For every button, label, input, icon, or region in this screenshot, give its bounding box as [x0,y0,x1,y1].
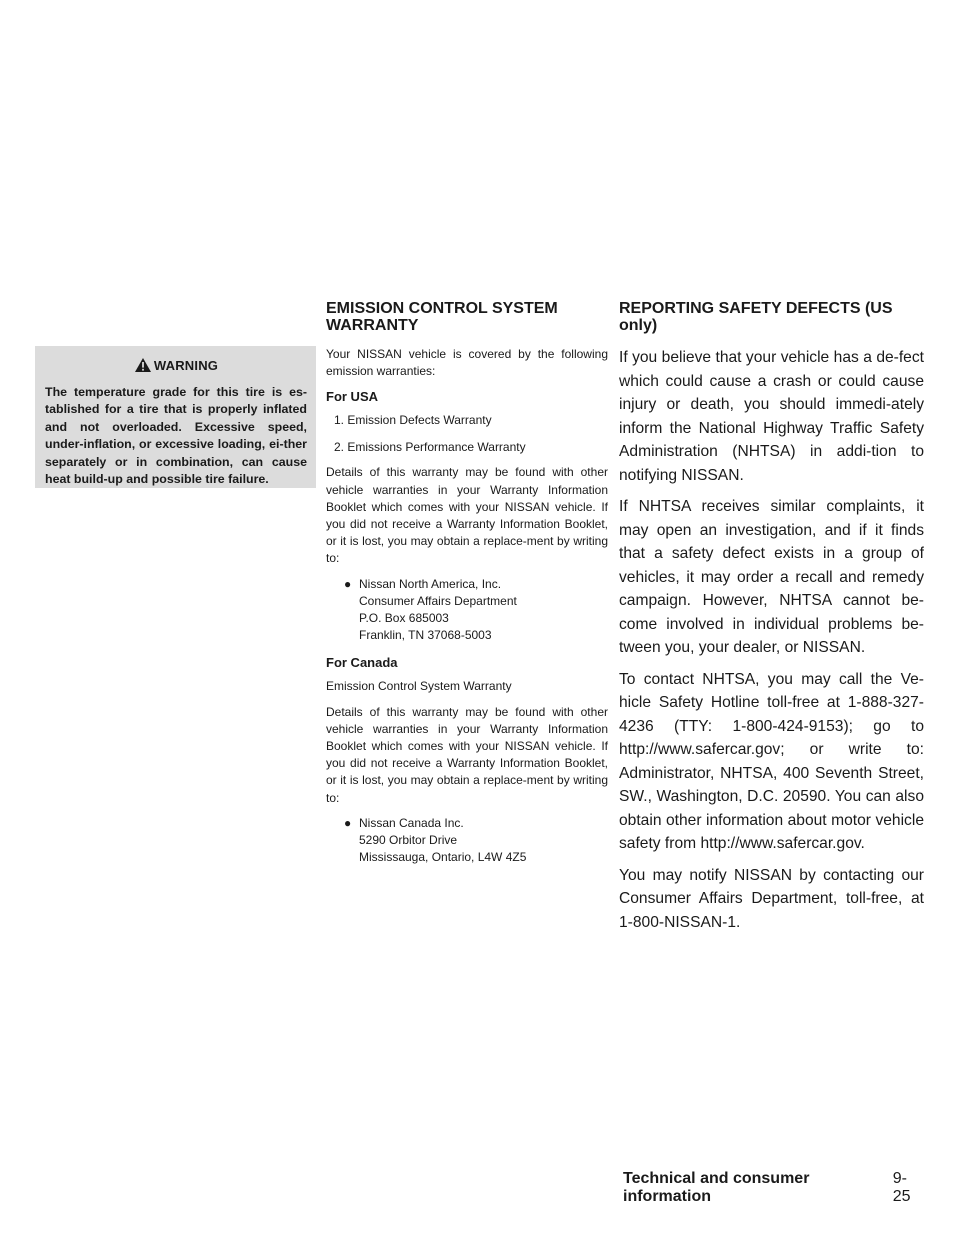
safety-paragraph: You may notify NISSAN by contacting our Consumer Affairs Department, toll-free, at 1-800-NISSAN-1. [619,866,924,931]
emission-intro: Your NISSAN vehicle is covered by the following emission warranties: [326,347,608,379]
address-line: Franklin, TN 37068-5003 [359,628,492,643]
warning-header [45,356,307,374]
usa-address [326,576,608,645]
usa-warranty-list [326,412,608,456]
page-number: 9-25 [892,1170,911,1205]
warning-triangle-icon [134,357,152,373]
canada-label: For Canada [326,655,398,671]
canada-details: Details of this warranty may be found with other vehicle warranties in your Warranty Information Booklet which comes with your NISSAN vehicle. If you did not receive a Warranty Information Booklet, or it is lost, you may obtain a replace-ment by writing to: [326,704,608,805]
canada-address [326,815,608,867]
emission-heading: EMISSION CONTROL SYSTEM WARRANTY [326,300,558,334]
safety-heading: REPORTING SAFETY DEFECTS (US only) [619,300,893,334]
emission-warranty-section [326,300,608,876]
page-footer [623,1170,923,1206]
address-line: Nissan North America, Inc. [359,576,502,591]
safety-paragraph: To contact NHTSA, you may call the Ve-hicle Safety Hotline toll-free at 1-888-327-4236 (TTY: 1-800-424-9153); go to http://www.safercar.gov; or write to: Administrator, NHTSA, 400 Seventh Street, SW., Washington, D.C. 20590. You can also obtain other information about motor vehicle safety from http://www.safercar.gov. [619,670,924,852]
address-line: P.O. Box 685003 [359,611,449,626]
usa-label: For USA [326,389,378,405]
footer-section-title: Technical and consumer information [623,1170,810,1205]
safety-defects-section [619,300,924,942]
safety-paragraph: If NHTSA receives similar complaints, it may open an investigation, and if it finds that a safety defect exists in a group of vehicles, it may order a recall and remedy campaign. However, NHTSA cannot be-come involved in individual problems be-tween you, your dealer, or NISSAN. [619,498,924,656]
bullet-dot-icon: ● [344,576,352,591]
address-line: 5290 Orbitor Drive [359,833,458,848]
bullet-dot-icon: ● [344,815,352,830]
warning-box [35,346,316,488]
usa-details: Details of this warranty may be found with other vehicle warranties in your Warranty Information Booklet which comes with your NISSAN vehicle. If you did not receive a Warranty Information Booklet, or it is lost, you may obtain a replace-ment by writing to: [326,465,608,566]
warning-text: The temperature grade for this tire is es-tablished for a tire that is properly inflated and not overloaded. Excessive speed, under-inflation, or excessive loading, ei-ther separately or in combination, can cause heat build-up and possible tire failure. [45,385,307,487]
address-line: Consumer Affairs Department [359,593,517,608]
safety-paragraph: If you believe that your vehicle has a de-fect which could cause a crash or could cause injury or death, you should immedi-ately inform the National Highway Traffic Safety Administration (NHTSA) in addi-tion to notifying NISSAN. [619,349,924,484]
list-item: 2. Emissions Performance Warranty [334,440,526,455]
list-item: 1. Emission Defects Warranty [334,413,492,428]
address-line: Mississauga, Ontario, L4W 4Z5 [359,850,527,865]
address-line: Nissan Canada Inc. [359,815,464,830]
canada-warranty-name: Emission Control System Warranty [326,679,512,694]
warning-title: WARNING [153,357,219,373]
